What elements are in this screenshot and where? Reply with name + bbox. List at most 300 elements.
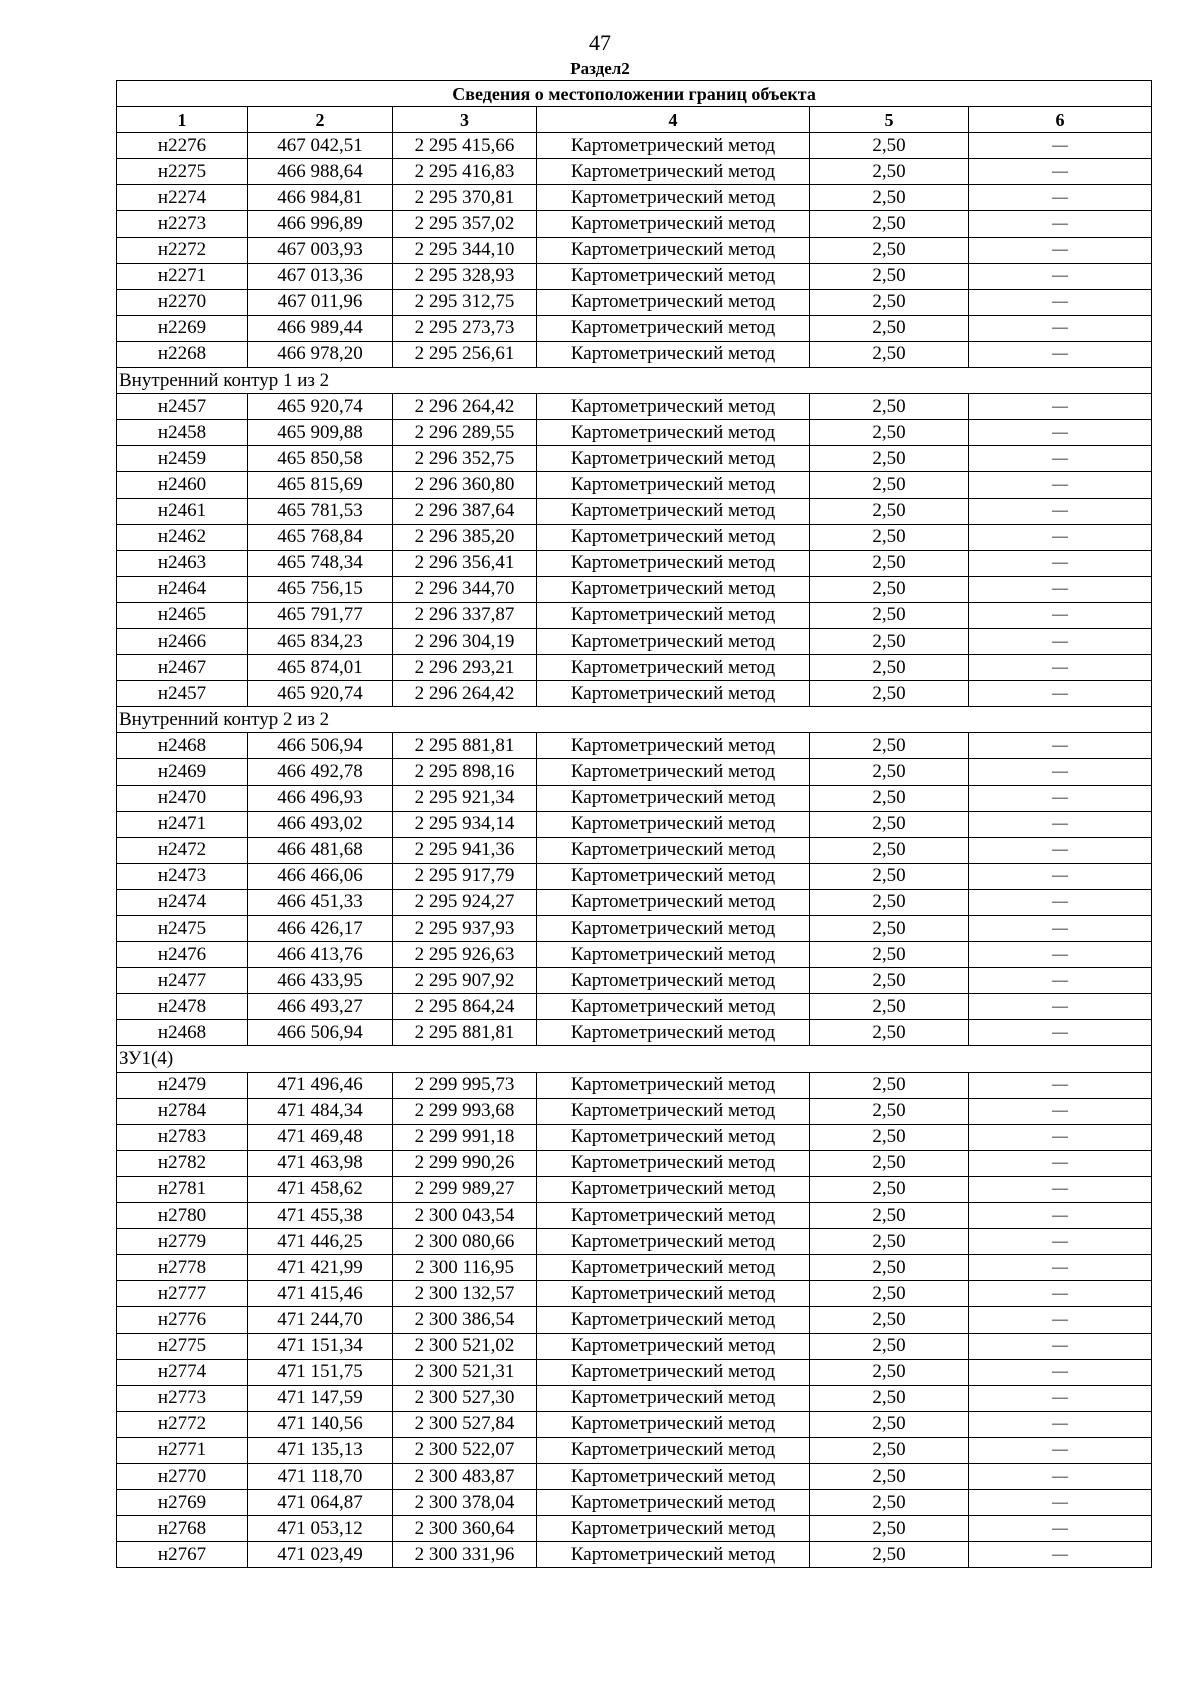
table-row [117,159,1152,185]
coordinate-x-cell: 467 011,96 [248,289,393,315]
note-cell: — [969,1203,1152,1229]
accuracy-cell: 2,50 [810,1333,969,1359]
table-row [117,811,1152,837]
point-number-cell: н2272 [117,237,248,263]
method-cell: Картометрический метод [537,394,810,420]
method-cell: Картометрический метод [537,315,810,341]
method-cell: Картометрический метод [537,1150,810,1176]
table-row [117,1333,1152,1359]
point-number-cell: н2457 [117,394,248,420]
coordinate-x-cell: 465 920,74 [248,681,393,707]
accuracy-cell: 2,50 [810,576,969,602]
point-number-cell: н2784 [117,1098,248,1124]
table-row [117,1307,1152,1333]
method-cell: Картометрический метод [537,498,810,524]
note-cell: — [969,1490,1152,1516]
accuracy-cell: 2,50 [810,889,969,915]
point-number-cell: н2472 [117,837,248,863]
note-cell: — [969,1359,1152,1385]
accuracy-cell: 2,50 [810,733,969,759]
point-number-cell: н2479 [117,1072,248,1098]
coordinate-y-cell: 2 295 941,36 [393,837,537,863]
table-row [117,1359,1152,1385]
accuracy-cell: 2,50 [810,1463,969,1489]
method-cell: Картометрический метод [537,1281,810,1307]
coordinate-y-cell: 2 296 337,87 [393,602,537,628]
method-cell: Картометрический метод [537,1359,810,1385]
accuracy-cell: 2,50 [810,968,969,994]
accuracy-cell: 2,50 [810,341,969,367]
accuracy-cell: 2,50 [810,1255,969,1281]
coordinate-x-cell: 465 834,23 [248,628,393,654]
coordinate-y-cell: 2 295 256,61 [393,341,537,367]
method-cell: Картометрический метод [537,628,810,654]
note-cell: — [969,681,1152,707]
coordinate-x-cell: 471 455,38 [248,1203,393,1229]
coordinate-x-cell: 466 433,95 [248,968,393,994]
method-cell: Картометрический метод [537,211,810,237]
method-cell: Картометрический метод [537,576,810,602]
point-number-cell: н2462 [117,524,248,550]
coordinate-x-cell: 471 415,46 [248,1281,393,1307]
coordinate-y-cell: 2 299 993,68 [393,1098,537,1124]
coordinate-y-cell: 2 299 990,26 [393,1150,537,1176]
table-row [117,968,1152,994]
table-row [117,1516,1152,1542]
point-number-cell: н2274 [117,185,248,211]
note-cell: — [969,550,1152,576]
table-caption: Сведения о местоположении границ объекта [117,81,1152,107]
table-row [117,524,1152,550]
point-number-cell: н2473 [117,863,248,889]
table-row [117,1437,1152,1463]
accuracy-cell: 2,50 [810,1098,969,1124]
table-row [117,889,1152,915]
coordinate-y-cell: 2 300 132,57 [393,1281,537,1307]
table-row [117,916,1152,942]
coordinate-x-cell: 466 493,27 [248,994,393,1020]
point-number-cell: н2776 [117,1307,248,1333]
coordinate-x-cell: 471 496,46 [248,1072,393,1098]
coordinate-y-cell: 2 295 924,27 [393,889,537,915]
coordinate-x-cell: 466 506,94 [248,733,393,759]
point-number-cell: н2775 [117,1333,248,1359]
coordinate-y-cell: 2 296 360,80 [393,472,537,498]
accuracy-cell: 2,50 [810,1490,969,1516]
group-label: ЗУ1(4) [117,1046,1152,1072]
note-cell: — [969,315,1152,341]
coordinate-y-cell: 2 295 907,92 [393,968,537,994]
point-number-cell: н2276 [117,133,248,159]
table-row [117,576,1152,602]
coordinate-x-cell: 471 023,49 [248,1542,393,1568]
accuracy-cell: 2,50 [810,785,969,811]
method-cell: Картометрический метод [537,550,810,576]
table-row [117,1411,1152,1437]
coordinate-y-cell: 2 296 387,64 [393,498,537,524]
table-row [117,1098,1152,1124]
accuracy-cell: 2,50 [810,159,969,185]
method-cell: Картометрический метод [537,1333,810,1359]
table-row [117,785,1152,811]
coordinate-x-cell: 466 984,81 [248,185,393,211]
coordinate-y-cell: 2 295 917,79 [393,863,537,889]
coordinate-y-cell: 2 296 264,42 [393,394,537,420]
table-row [117,289,1152,315]
note-cell: — [969,1411,1152,1437]
coordinate-x-cell: 466 988,64 [248,159,393,185]
coordinate-y-cell: 2 296 356,41 [393,550,537,576]
method-cell: Картометрический метод [537,785,810,811]
accuracy-cell: 2,50 [810,498,969,524]
table-row [117,1203,1152,1229]
accuracy-cell: 2,50 [810,1124,969,1150]
coordinate-y-cell: 2 295 937,93 [393,916,537,942]
table-row [117,1176,1152,1202]
coordinate-x-cell: 466 506,94 [248,1020,393,1046]
table-header-row [117,107,1152,133]
table-row [117,211,1152,237]
point-number-cell: н2771 [117,1437,248,1463]
note-cell: — [969,498,1152,524]
coordinate-x-cell: 466 413,76 [248,942,393,968]
table-row [117,733,1152,759]
method-cell: Картометрический метод [537,1463,810,1489]
note-cell: — [969,185,1152,211]
method-cell: Картометрический метод [537,1203,810,1229]
accuracy-cell: 2,50 [810,524,969,550]
coordinate-y-cell: 2 299 991,18 [393,1124,537,1150]
group-label: Внутренний контур 2 из 2 [117,707,1152,733]
table-row [117,628,1152,654]
method-cell: Картометрический метод [537,1542,810,1568]
method-cell: Картометрический метод [537,524,810,550]
coordinate-x-cell: 465 920,74 [248,394,393,420]
method-cell: Картометрический метод [537,889,810,915]
coordinate-y-cell: 2 295 415,66 [393,133,537,159]
coordinate-x-cell: 471 151,34 [248,1333,393,1359]
accuracy-cell: 2,50 [810,837,969,863]
coordinate-y-cell: 2 295 328,93 [393,263,537,289]
method-cell: Картометрический метод [537,133,810,159]
coordinate-y-cell: 2 296 264,42 [393,681,537,707]
coordinate-x-cell: 466 481,68 [248,837,393,863]
note-cell: — [969,394,1152,420]
note-cell: — [969,446,1152,472]
method-cell: Картометрический метод [537,942,810,968]
note-cell: — [969,211,1152,237]
note-cell: — [969,1255,1152,1281]
method-cell: Картометрический метод [537,1437,810,1463]
table-row [117,263,1152,289]
method-cell: Картометрический метод [537,1385,810,1411]
accuracy-cell: 2,50 [810,942,969,968]
note-cell: — [969,1072,1152,1098]
note-cell: — [969,628,1152,654]
method-cell: Картометрический метод [537,472,810,498]
point-number-cell: н2777 [117,1281,248,1307]
point-number-cell: н2470 [117,785,248,811]
table-row [117,1385,1152,1411]
coordinate-y-cell: 2 300 360,64 [393,1516,537,1542]
note-cell: — [969,159,1152,185]
point-number-cell: н2783 [117,1124,248,1150]
coordinate-y-cell: 2 296 385,20 [393,524,537,550]
accuracy-cell: 2,50 [810,550,969,576]
accuracy-cell: 2,50 [810,289,969,315]
coordinate-y-cell: 2 295 416,83 [393,159,537,185]
note-cell: — [969,889,1152,915]
method-cell: Картометрический метод [537,1229,810,1255]
table-row [117,472,1152,498]
table-row [117,446,1152,472]
note-cell: — [969,968,1152,994]
table-row [117,1229,1152,1255]
table-row [117,315,1152,341]
coordinate-x-cell: 465 791,77 [248,602,393,628]
note-cell: — [969,1176,1152,1202]
method-cell: Картометрический метод [537,1176,810,1202]
point-number-cell: н2772 [117,1411,248,1437]
method-cell: Картометрический метод [537,916,810,942]
note-cell: — [969,1542,1152,1568]
coordinate-x-cell: 471 118,70 [248,1463,393,1489]
table-row [117,1255,1152,1281]
coordinate-y-cell: 2 299 995,73 [393,1072,537,1098]
coordinate-y-cell: 2 300 331,96 [393,1542,537,1568]
table-row [117,133,1152,159]
coordinate-y-cell: 2 299 989,27 [393,1176,537,1202]
coordinate-y-cell: 2 295 273,73 [393,315,537,341]
accuracy-cell: 2,50 [810,1516,969,1542]
method-cell: Картометрический метод [537,1307,810,1333]
point-number-cell: н2465 [117,602,248,628]
table-row [117,759,1152,785]
method-cell: Картометрический метод [537,159,810,185]
method-cell: Картометрический метод [537,1490,810,1516]
coordinate-x-cell: 471 151,75 [248,1359,393,1385]
table-row [117,1463,1152,1489]
accuracy-cell: 2,50 [810,602,969,628]
coordinate-x-cell: 467 003,93 [248,237,393,263]
point-number-cell: н2457 [117,681,248,707]
coordinate-y-cell: 2 300 522,07 [393,1437,537,1463]
coordinate-y-cell: 2 295 921,34 [393,785,537,811]
boundary-coordinates-table [116,80,1152,1568]
column-header: 2 [248,107,393,133]
table-row [117,1542,1152,1568]
note-cell: — [969,420,1152,446]
coordinate-y-cell: 2 295 881,81 [393,733,537,759]
accuracy-cell: 2,50 [810,133,969,159]
coordinate-y-cell: 2 295 864,24 [393,994,537,1020]
method-cell: Картометрический метод [537,811,810,837]
accuracy-cell: 2,50 [810,1281,969,1307]
coordinate-x-cell: 465 850,58 [248,446,393,472]
method-cell: Картометрический метод [537,1124,810,1150]
point-number-cell: н2782 [117,1150,248,1176]
note-cell: — [969,916,1152,942]
coordinate-y-cell: 2 295 357,02 [393,211,537,237]
coordinate-x-cell: 465 748,34 [248,550,393,576]
note-cell: — [969,1020,1152,1046]
note-cell: — [969,655,1152,681]
group-row [117,1046,1152,1072]
point-number-cell: н2273 [117,211,248,237]
column-header: 3 [393,107,537,133]
note-cell: — [969,863,1152,889]
point-number-cell: н2271 [117,263,248,289]
note-cell: — [969,289,1152,315]
accuracy-cell: 2,50 [810,681,969,707]
note-cell: — [969,263,1152,289]
method-cell: Картометрический метод [537,655,810,681]
accuracy-cell: 2,50 [810,472,969,498]
note-cell: — [969,1150,1152,1176]
table-body [117,81,1152,1568]
point-number-cell: н2270 [117,289,248,315]
method-cell: Картометрический метод [537,733,810,759]
table-row [117,185,1152,211]
coordinate-y-cell: 2 296 352,75 [393,446,537,472]
coordinate-x-cell: 471 053,12 [248,1516,393,1542]
table-row [117,550,1152,576]
point-number-cell: н2468 [117,733,248,759]
accuracy-cell: 2,50 [810,446,969,472]
point-number-cell: н2768 [117,1516,248,1542]
coordinate-x-cell: 471 458,62 [248,1176,393,1202]
point-number-cell: н2463 [117,550,248,576]
coordinate-y-cell: 2 300 521,02 [393,1333,537,1359]
point-number-cell: н2475 [117,916,248,942]
point-number-cell: н2477 [117,968,248,994]
coordinate-y-cell: 2 295 926,63 [393,942,537,968]
coordinate-y-cell: 2 300 527,84 [393,1411,537,1437]
method-cell: Картометрический метод [537,1411,810,1437]
coordinate-x-cell: 471 140,56 [248,1411,393,1437]
point-number-cell: н2780 [117,1203,248,1229]
table-caption-row [117,81,1152,107]
note-cell: — [969,524,1152,550]
table-row [117,1124,1152,1150]
coordinate-x-cell: 467 013,36 [248,263,393,289]
table-row [117,681,1152,707]
method-cell: Картометрический метод [537,420,810,446]
note-cell: — [969,785,1152,811]
point-number-cell: н2275 [117,159,248,185]
note-cell: — [969,811,1152,837]
accuracy-cell: 2,50 [810,994,969,1020]
point-number-cell: н2460 [117,472,248,498]
method-cell: Картометрический метод [537,185,810,211]
coordinate-x-cell: 465 874,01 [248,655,393,681]
coordinate-y-cell: 2 296 304,19 [393,628,537,654]
accuracy-cell: 2,50 [810,315,969,341]
coordinate-y-cell: 2 295 344,10 [393,237,537,263]
coordinate-y-cell: 2 300 527,30 [393,1385,537,1411]
note-cell: — [969,942,1152,968]
coordinate-x-cell: 466 451,33 [248,889,393,915]
column-header: 6 [969,107,1152,133]
note-cell: — [969,733,1152,759]
column-header: 5 [810,107,969,133]
column-header: 1 [117,107,248,133]
method-cell: Картометрический метод [537,681,810,707]
coordinate-x-cell: 466 426,17 [248,916,393,942]
table-row [117,655,1152,681]
note-cell: — [969,341,1152,367]
coordinate-x-cell: 471 484,34 [248,1098,393,1124]
table-row [117,1490,1152,1516]
point-number-cell: н2781 [117,1176,248,1202]
accuracy-cell: 2,50 [810,863,969,889]
method-cell: Картометрический метод [537,994,810,1020]
note-cell: — [969,1229,1152,1255]
point-number-cell: н2474 [117,889,248,915]
accuracy-cell: 2,50 [810,1437,969,1463]
note-cell: — [969,1124,1152,1150]
method-cell: Картометрический метод [537,1516,810,1542]
note-cell: — [969,237,1152,263]
point-number-cell: н2770 [117,1463,248,1489]
accuracy-cell: 2,50 [810,1359,969,1385]
coordinate-y-cell: 2 296 344,70 [393,576,537,602]
note-cell: — [969,1463,1152,1489]
note-cell: — [969,759,1152,785]
point-number-cell: н2774 [117,1359,248,1385]
method-cell: Картометрический метод [537,1098,810,1124]
accuracy-cell: 2,50 [810,420,969,446]
coordinate-x-cell: 471 469,48 [248,1124,393,1150]
point-number-cell: н2476 [117,942,248,968]
coordinate-y-cell: 2 295 934,14 [393,811,537,837]
table-row [117,237,1152,263]
coordinate-y-cell: 2 295 898,16 [393,759,537,785]
table-row [117,420,1152,446]
coordinate-x-cell: 471 421,99 [248,1255,393,1281]
note-cell: — [969,1098,1152,1124]
coordinate-x-cell: 471 135,13 [248,1437,393,1463]
column-header: 4 [537,107,810,133]
table-row [117,1072,1152,1098]
accuracy-cell: 2,50 [810,1385,969,1411]
note-cell: — [969,1516,1152,1542]
method-cell: Картометрический метод [537,968,810,994]
coordinate-x-cell: 466 496,93 [248,785,393,811]
accuracy-cell: 2,50 [810,916,969,942]
coordinate-y-cell: 2 295 881,81 [393,1020,537,1046]
coordinate-x-cell: 471 463,98 [248,1150,393,1176]
note-cell: — [969,1307,1152,1333]
coordinate-y-cell: 2 300 043,54 [393,1203,537,1229]
point-number-cell: н2769 [117,1490,248,1516]
accuracy-cell: 2,50 [810,185,969,211]
table-row [117,994,1152,1020]
coordinate-y-cell: 2 300 378,04 [393,1490,537,1516]
coordinate-x-cell: 467 042,51 [248,133,393,159]
coordinate-x-cell: 471 064,87 [248,1490,393,1516]
point-number-cell: н2778 [117,1255,248,1281]
method-cell: Картометрический метод [537,759,810,785]
coordinate-y-cell: 2 300 080,66 [393,1229,537,1255]
method-cell: Картометрический метод [537,1255,810,1281]
coordinate-x-cell: 471 244,70 [248,1307,393,1333]
method-cell: Картометрический метод [537,237,810,263]
note-cell: — [969,576,1152,602]
table-row [117,942,1152,968]
method-cell: Картометрический метод [537,263,810,289]
coordinate-y-cell: 2 300 116,95 [393,1255,537,1281]
